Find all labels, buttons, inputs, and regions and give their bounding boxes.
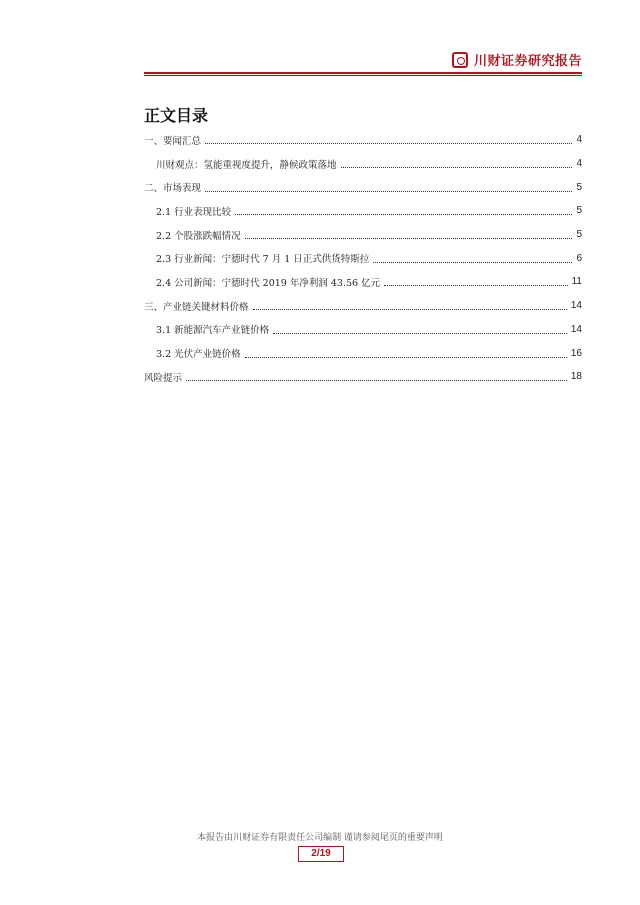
toc-entry-page: 18 [570, 371, 582, 383]
table-of-contents [144, 128, 582, 389]
toc-entry-label: 2.4 公司新闻：宁德时代 2019 年净利润 43.56 亿元 [156, 277, 381, 289]
toc-entry[interactable] [144, 294, 582, 318]
toc-entry-label: 3.2 光伏产业链价格 [156, 349, 241, 361]
header-rule [144, 72, 582, 74]
toc-entry-label: 3.1 新能源汽车产业链价格 [156, 325, 270, 337]
toc-entry-page: 5 [576, 205, 582, 217]
dot-leader [245, 230, 573, 239]
toc-entry[interactable] [144, 365, 582, 389]
dot-leader [341, 159, 573, 168]
dot-leader [235, 206, 572, 215]
toc-title: 正文目录 [144, 106, 209, 125]
toc-entry-page: 14 [570, 300, 582, 312]
dot-leader [273, 325, 567, 334]
dot-leader [205, 135, 572, 144]
toc-entry-page: 4 [576, 134, 582, 146]
toc-entry[interactable] [144, 341, 582, 365]
dot-leader [186, 372, 567, 381]
header-rule-thin [144, 75, 582, 76]
toc-entry-label: 一、要闻汇总 [144, 135, 202, 147]
brand [452, 50, 582, 69]
toc-entry-label: 2.2 个股涨跌幅情况 [156, 230, 241, 242]
toc-entry-page: 5 [576, 229, 582, 241]
toc-entry[interactable] [144, 175, 582, 199]
toc-entry-page: 6 [576, 252, 582, 264]
brand-name: 川财证券研究报告 [473, 54, 582, 69]
dot-leader [245, 349, 567, 358]
toc-entry-page: 4 [576, 158, 582, 170]
toc-entry[interactable] [144, 318, 582, 342]
dot-leader [373, 254, 572, 263]
brand-logo-icon [452, 52, 468, 68]
toc-entry[interactable] [144, 246, 582, 270]
toc-entry-label: 风险提示 [144, 372, 183, 384]
toc-entry-label: 2.1 行业表现比较 [156, 206, 232, 218]
dot-leader [384, 277, 568, 286]
dot-leader [253, 301, 567, 310]
toc-entry-label: 2.3 行业新闻：宁德时代 7 月 1 日正式供货特斯拉 [156, 254, 370, 266]
toc-entry[interactable] [144, 128, 582, 152]
toc-entry[interactable] [144, 152, 582, 176]
toc-entry-page: 11 [571, 276, 582, 288]
page-number: 2/19 [298, 846, 344, 862]
toc-entry-page: 14 [570, 323, 582, 335]
toc-entry[interactable] [144, 270, 582, 294]
report-header [144, 50, 582, 74]
dot-leader [205, 183, 572, 192]
toc-entry-label: 三、产业链关键材料价格 [144, 301, 249, 313]
toc-entry-label: 二、市场表现 [144, 183, 202, 195]
toc-entry-page: 16 [570, 347, 582, 359]
toc-entry-page: 5 [576, 181, 582, 193]
toc-entry-label: 川财观点：氢能重视度提升，静候政策落地 [156, 159, 337, 171]
toc-entry[interactable] [144, 223, 582, 247]
toc-entry[interactable] [144, 199, 582, 223]
footer-disclaimer: 本报告由川财证券有限责任公司编制 谨请参阅尾页的重要声明 [197, 833, 443, 843]
